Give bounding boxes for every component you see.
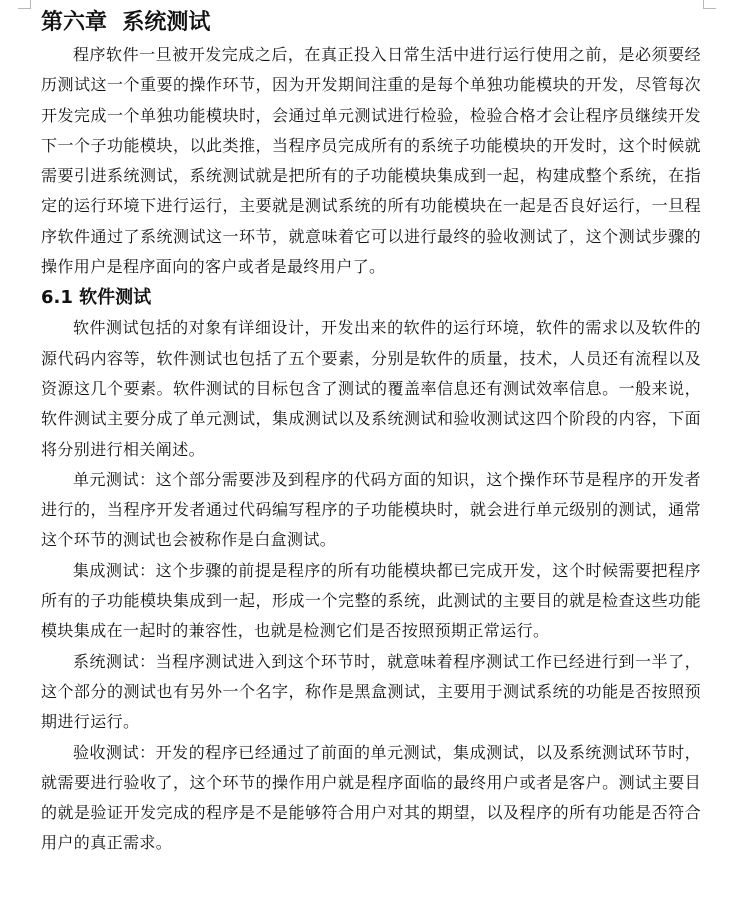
section-title: 6.1 软件测试 [41, 287, 152, 309]
chapter-intro-paragraph: 程序软件一旦被开发完成之后，在真正投入日常生活中进行运行使用之前，是必须要经历测试这一个重要的操作环节，因为开发期间注重的是每个单独功能模块的开发，尽管每次开发完成一个单独功能模块时，会通过单元测试进行检验，检验合格才会让程序员继续开发下一个子功能模块，以此类推，当程序员完成所有的系统子功能模块的开发时，这个时候就需要引进系统测试，系统测试就是把所有的子功能模块集成到一起，构建成整个系统，在指定的运行环境下进行运行，主要就是测试系统的所有功能模块在一起是否良好运行，一旦程序软件通过了系统测试这一环节，就意味着它可以进行最终的验收测试了，这个测试步骤的操作用户是程序面向的客户或者是最终用户了。 [41, 45, 701, 277]
chapter-title: 第六章 系统测试 [41, 10, 211, 35]
section-paragraph-acceptance-test: 验收测试：开发的程序已经通过了前面的单元测试，集成测试，以及系统测试环节时，就需要进行验收了，这个环节的操作用户就是程序面临的最终用户或者是客户。测试主要目的就是验证开发完成的程序是不是能够符合用户对其的期望，以及程序的所有功能是否符合用户的真正需求。 [41, 742, 701, 853]
page-corner-mark-left [18, 0, 31, 9]
section-paragraph-integration-test: 集成测试：这个步骤的前提是程序的所有功能模块都已完成开发，这个时候需要把程序所有的子功能模块集成到一起，形成一个完整的系统，此测试的主要目的就是检查这些功能模块集成在一起时的兼容性，也就是检测它们是否按照预期正常运行。 [41, 560, 701, 641]
section-paragraph-overview: 软件测试包括的对象有详细设计，开发出来的软件的运行环境，软件的需求以及软件的源代码内容等，软件测试也包括了五个要素，分别是软件的质量，技术，人员还有流程以及资源这几个要素。软件测试的目标包含了测试的覆盖率信息还有测试效率信息。一般来说，软件测试主要分成了单元测试，集成测试以及系统测试和验收测试这四个阶段的内容，下面将分别进行相关阐述。 [41, 318, 701, 459]
document-body [41, 6, 701, 859]
section-paragraph-unit-test: 单元测试：这个部分需要涉及到程序的代码方面的知识，这个操作环节是程序的开发者进行的，当程序开发者通过代码编写程序的子功能模块时，就会进行单元级别的测试，通常这个环节的测试也会被称作是白盒测试。 [41, 469, 701, 550]
section-paragraph-system-test: 系统测试：当程序测试进入到这个环节时，就意味着程序测试工作已经进行到一半了，这个部分的测试也有另外一个名字，称作是黑盒测试，主要用于测试系统的功能是否按照预期进行运行。 [41, 651, 701, 732]
page-corner-mark-right [703, 0, 716, 9]
